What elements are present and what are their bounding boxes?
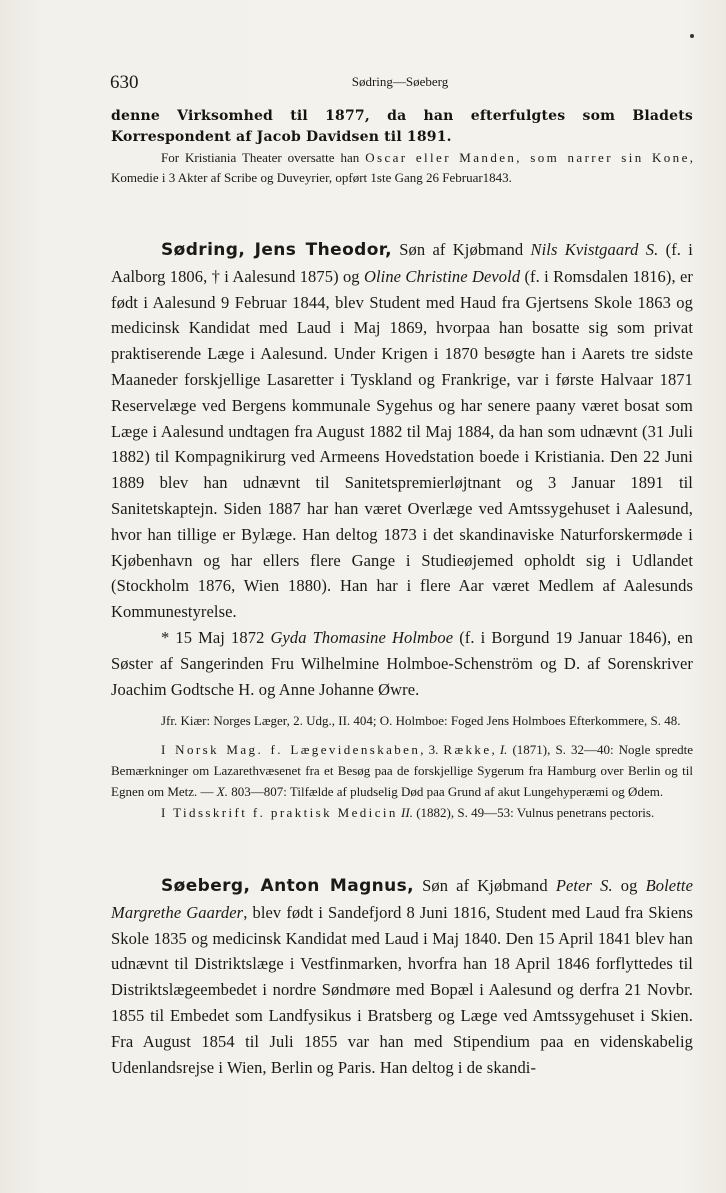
father-name: Peter S.: [555, 876, 613, 895]
note-start: For Kristiania Theater oversatte han: [161, 150, 366, 165]
text-run: Søn af Kjøbmand: [414, 876, 556, 895]
entry-sodring: [111, 237, 693, 823]
volume: X.: [216, 784, 228, 800]
note-play-title: Oscar eller Manden, som narrer sin Kone: [365, 150, 690, 165]
mother-name: Oline Christine Devold: [363, 266, 521, 286]
text-run: ,: [491, 742, 500, 758]
text-run: (f. i Romsdalen 1816), er født i Aalesund 9 Februar 1844, blev Student med Haud fra Gjertsens Skole 1863 og medicinsk Kandidat med Laud i Maj 1869, hvorpaa han bosatte sig som privat praktiserende Læge i Aalesund. Under Krigen i 1870 besøgte han i Aarets tre sidste Maaneder forskjellige Lasaretter i Tyskland og Frankrige, var i første Halvaar 1871 Reservelæge ved Bergens kommunale Sygehus og har senere paany været bosat som Læge i Aalesund undtagen fra August 1882 til Maj 1884, da han som udnævnt (31 Juli 1882) til Kompagnikirurg ved Armeens Hovedstation boede i Kristiania. Den 22 Juni 1889 blev han udnævnt til Sanitetspremierløjtnant og 3 Januar 1891 til Sanitetskaptejn. Siden 1887 har han været Overlæge ved Amtssygehuset i Aalesund, hvor han tillige er Bylæge. Han deltog 1873 i det skandinaviske Naturforskermøde i Kjøbenhavn og har ellers flere Gange i Studieøjemed opholdt sig i Udlandet (Stockholm 1876, Wien 1880). Han har i flere Aar været Medlem af Aalesunds Kommunestyrelse.: [111, 266, 694, 622]
text-run: * 15 Maj 1872: [161, 627, 271, 647]
entry-name: Sødring, Jens Theodor,: [161, 240, 392, 260]
note-end: , Komedie i 3 Akter af Scribe og Duveyrier, opført 1ste Gang 26 Februar1843.: [111, 150, 693, 185]
volume: I.: [499, 742, 508, 758]
text-run: Række: [443, 742, 492, 758]
spacer: [111, 731, 693, 739]
journal-name: I Norsk Mag. f. Lægevidenskaben: [161, 742, 421, 758]
page-header: [110, 72, 690, 96]
text-run: (f. i Borgund 19 Januar 1846), en Søster af Sangerinden Fru Wilhelmine Holmboe-Schenström og D. af Sorenskriver Joachim Godtsche H. og Anne Johanne Øwre.: [111, 627, 693, 699]
entry-soeberg: [111, 873, 693, 1080]
text-run: 803—807: Tilfælde af pludselig Død paa Grund af akut Lungehyperæmi og Ødem.: [228, 784, 664, 800]
text-run: (1882), S. 49—53: Vulnus penetrans pectoris.: [412, 805, 655, 821]
text-run: , blev født i Sandefjord 8 Juni 1816, Student med Laud fra Skiens Skole 1835 og medicinsk Kandidat med Laud i Maj 1840. Den 15 April 1841 blev han udnævnt til Distriktslæge i Vestfinmarken, hvorfra han 18 April 1846 forflyttedes til Distriktslægeembedet i nordre Søndmøre med Bopæl i Aalesund og derfra 21 Novbr. 1855 til Embedet som Landfysikus i Bratsberg og Læge ved Amtssygehuset i Skien. Fra August 1854 til Juli 1855 var han med Stipendium paa en videnskabelig Udenlandsrejse i Wien, Berlin og Paris. Han deltog i de skandi-: [111, 902, 693, 1077]
bibliography-1: [111, 739, 693, 802]
references: Jfr. Kiær: Norges Læger, 2. Udg., II. 404; O. Holmboe: Foged Jens Holmboes Efterkommere, S. 48.: [161, 713, 681, 729]
volume: II.: [401, 805, 413, 821]
running-title: Sødring—Søeberg: [351, 74, 449, 89]
text-run: , 3.: [420, 742, 444, 758]
wife-name: Gyda Thomasine Holmboe: [270, 627, 454, 647]
text-run: (f. i Aalborg 1806, † i Aalesund 1875) og: [111, 240, 693, 286]
page-number: 630: [110, 72, 139, 93]
text-run: (1871), S. 32—40: Nogle spredte Bemærkninger om Lazarethvæsenet fra et Besøg paa de forskjellige Sygerum fra Hamburg over Berlin og til Egnen om Metz. —: [111, 742, 694, 800]
father-name: Nils Kvistgaard S.: [530, 240, 659, 259]
spacer: [111, 702, 693, 710]
text-run: Søn af Kjøbmand: [391, 240, 531, 259]
mother-name: Bolette Margrethe Gaarder: [111, 876, 694, 922]
marriage-paragraph: [111, 625, 693, 702]
print-speck: [690, 34, 694, 38]
biography-paragraph: [111, 237, 693, 625]
bibliography-2: [111, 802, 693, 823]
entry-name: Søeberg, Anton Magnus,: [161, 876, 415, 896]
text-run: og: [612, 876, 646, 895]
journal-name: I Tidsskrift f. praktisk Medicin: [161, 805, 398, 821]
fraktur-paragraph: denne Virksomhed til 1877, da han efterfulgtes som Bladets Korrespondent af Jacob Davidsen til 1891.: [111, 108, 693, 145]
translation-note: [111, 148, 693, 188]
previous-entry-tail: [111, 106, 693, 188]
biography-paragraph: [111, 873, 693, 1080]
